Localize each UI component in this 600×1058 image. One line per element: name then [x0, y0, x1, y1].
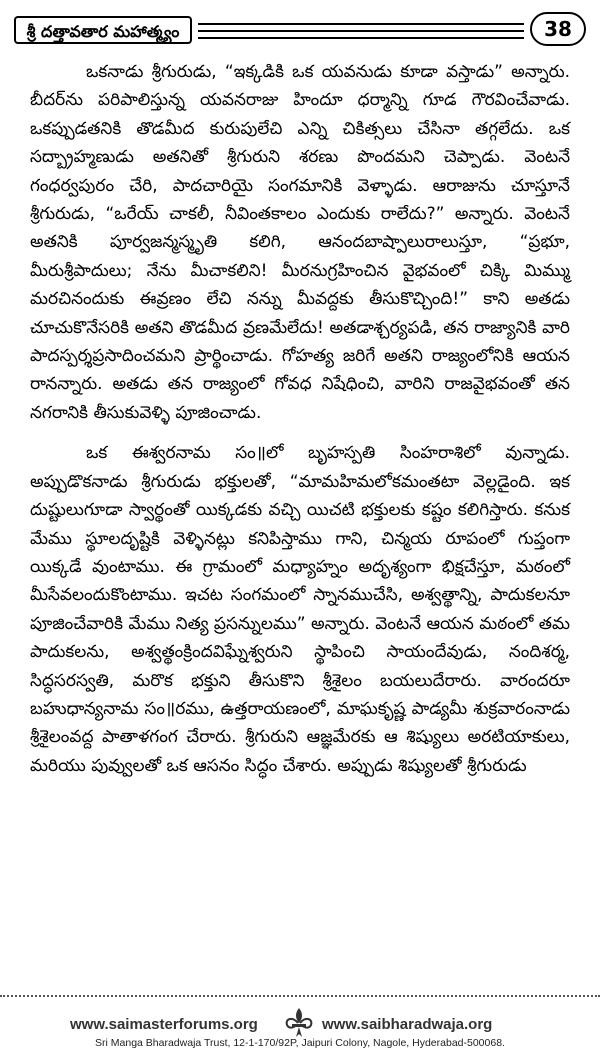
header-rule — [198, 30, 524, 32]
fleur-de-lis-icon — [282, 1006, 316, 1040]
footer-divider — [0, 995, 600, 997]
header-rule — [198, 23, 524, 25]
header-rule — [198, 37, 524, 39]
trust-address: Sri Manga Bharadwaja Trust, 12-1-170/92P, Jaipuri Colony, Nagole, Hyderabad-500068. — [95, 1037, 505, 1049]
page-header — [14, 12, 586, 50]
footer-link-right[interactable]: www.saibharadwaja.org — [322, 1016, 493, 1033]
paragraph-2: ఒక ఈశ్వరనామ సం॥లో బృహస్పతి సింహరాశిలో వున్నాడు. అప్పుడొకనాడు శ్రీగురుడు భక్తులతో, “మామహిమలోకమంతటా వెల్లడైంది. ఇక దుష్టులుగూడా స్వార్థంతో యిక్కడకు వచ్చి యిచటి భక్తులకు కష్టం కలిగిస్తారు. కనుక మేము స్థూలదృష్టికి వెళ్ళినట్లు కనిపిస్తాము గాని, చిన్మయ రూపంలో గుప్తంగా యిక్కడే వుంటాము. ఈ గ్రామంలో మధ్యాహ్నం అదృశ్యంగా భిక్షచేస్తూ, మఠంలో మీసేవలందుకొంటాము. ఇచట సంగమంలో స్నానముచేసి, అశ్వత్థాన్ని, పాదుకలనూ పూజించేవారికి మేము నిత్య ప్రసన్నులము” అన్నారు. వెంటనే ఆయన మఠంలో తమ పాదుకలను, అశ్వత్థంక్రిందవిఘ్నేశ్వరుని స్థాపించి సాయందేవుడు, నందిశర్మ, సిద్ధసరస్వతి, మరొక భక్తుని తీసుకొని శ్రీశైలం బయలుదేరారు. వారందరూ బహుధాన్యనామ సం॥రము, ఉత్తరాయణంలో, మాఘకృష్ణ పాడ్యమీ శుక్రవారంనాడు శ్రీశైలంవద్ద పాతాళగంగ చేరారు. శ్రీగురుని ఆజ్ఞమేరకు ఆ శిష్యులు అరటియాకులు, మరియు పువ్వులతో ఒక ఆసనం సిద్ధం చేశారు. అప్పుడు శిష్యులతో శ్రీగురుడు — [30, 443, 571, 776]
page-body — [30, 58, 570, 792]
paragraph-1: ఒకనాడు శ్రీగురుడు, “ఇక్కడికి ఒక యవనుడు కూడా వస్తాడు” అన్నారు. బీదర్‌ను పరిపాలిస్తున్న యవనరాజు హిందూ ధర్మాన్ని గూడ గౌరవించేవాడు. ఒకప్పుడతనికి తొడమీద కురుపులేచి ఎన్ని చికిత్సలు చేసినా తగ్గలేదు. ఒక సద్బ్రాహ్మణుడు అతనితో శ్రీగురుని శరణు పొందమని చెప్పాడు. వెంటనే గంధర్వపురం చేరి, పాదచారియై సంగమానికి వెళ్ళాడు. ఆరాజును చూస్తూనే శ్రీగురుడు, “ఒరేయ్ చాకలీ, నీవింతకాలం ఎందుకు రాలేదు?” అన్నారు. వెంటనే అతనికి పూర్వజన్మస్మృతి కలిగి, ఆనందబాష్పాలురాలుస్తూ, “ప్రభూ, మీరుశ్రీపాదులు; నేను మీచాకలిని! మీరనుగ్రహించిన వైభవంలో చిక్కి మిమ్ము మరచినందుకు ఈవ్రణం లేచి నన్ను మీవద్దకు తీసుకొచ్చింది!” కాని అతడు చూచుకొనేసరికి అతని తొడమీద వ్రణమేలేదు! అతడాశ్చర్యపడి, తన రాజ్యానికి వారి పాదస్పర్శప్రసాదించమని ప్రార్థించాడు. గోహత్య జరిగే అతని రాజ్యంలోనికి ఆయన రానన్నారు. అతడు తన రాజ్యంలో గోవధ నిషేధించి, వారిని రాజవైభవంతో తన నగరానికి తీసుకువెళ్ళి పూజించాడు. — [30, 62, 570, 423]
book-title: శ్రీ దత్తావతార మహాత్మ్యం — [14, 16, 192, 44]
page-footer — [0, 1004, 600, 1054]
footer-link-left[interactable]: www.saimasterforums.org — [70, 1016, 258, 1033]
page-number: 38 — [530, 12, 586, 46]
